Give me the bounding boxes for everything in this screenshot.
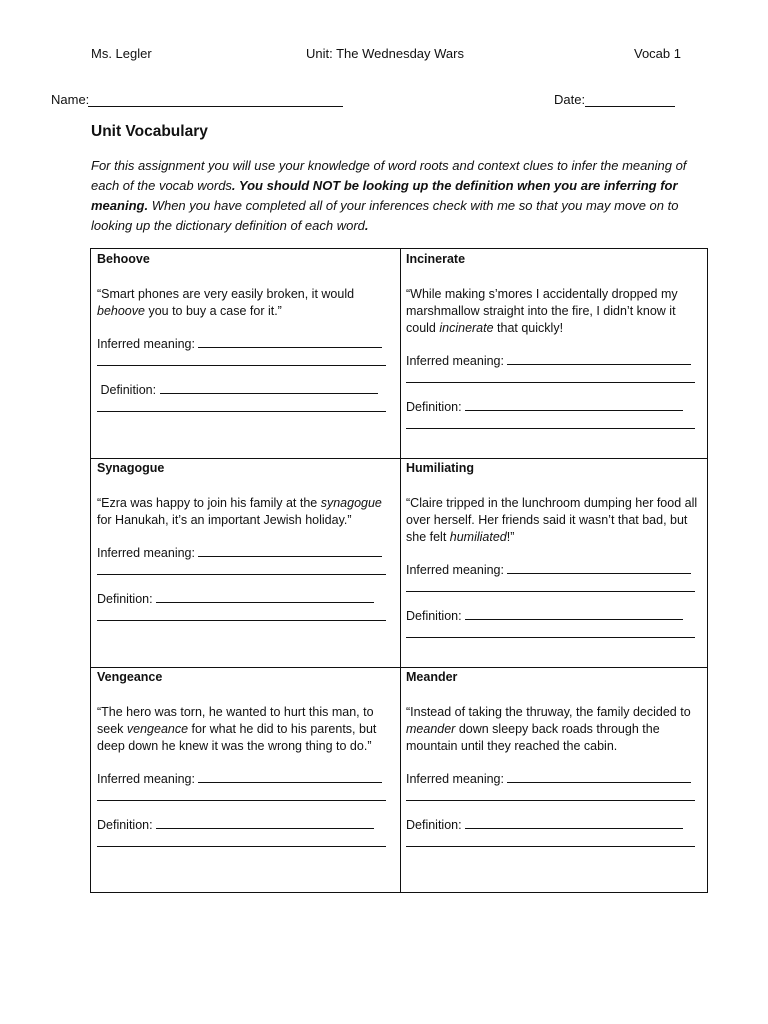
instructions-emphasis: . You should NOT be looking up the definition when you are inferring for meaning.: [91, 178, 678, 213]
definition-blank[interactable]: [97, 835, 386, 847]
date-blank[interactable]: [585, 106, 675, 107]
inferred-meaning-field[interactable]: [406, 353, 706, 371]
inferred-meaning-label: Inferred meaning:: [406, 563, 504, 577]
context-sentence: “Claire tripped in the lunchroom dumping her food all over herself. Her friends said it wasn’t that bad, but she felt humiliated!”: [406, 496, 698, 544]
table-column-divider: [400, 249, 401, 892]
inferred-meaning-field[interactable]: [406, 562, 706, 580]
table-row-divider: [91, 458, 707, 459]
vocab-word-in-context: meander: [406, 722, 456, 736]
definition-blank[interactable]: [97, 400, 386, 412]
vocab-word-in-context: humiliated: [449, 530, 507, 544]
definition-blank[interactable]: [406, 626, 695, 638]
inferred-meaning-field[interactable]: [406, 771, 706, 789]
vocab-word: Meander: [406, 670, 458, 684]
table-row-divider: [91, 667, 707, 668]
context-sentence: “Instead of taking the thruway, the family decided to meander down sleepy back roads through the mountain until they reached the cabin.: [406, 705, 691, 753]
definition-field[interactable]: [97, 382, 397, 400]
definition-blank[interactable]: [406, 417, 695, 429]
inferred-meaning-label: Inferred meaning:: [97, 337, 195, 351]
instructions-part3: When you have completed all of your inferences check with me so that you may move on to looking up the dictionary definition of each word: [91, 198, 679, 233]
context-sentence: “The hero was torn, he wanted to hurt this man, to seek vengeance for what he did to his parents, but deep down he knew it was the wrong thing to do.”: [97, 705, 377, 753]
vocab-word-in-context: vengeance: [126, 722, 189, 736]
definition-field[interactable]: [97, 591, 397, 609]
definition-field[interactable]: [406, 399, 706, 417]
teacher-name: Ms. Legler: [91, 46, 152, 61]
vocab-cell-meander: [406, 669, 706, 863]
definition-label: Definition:: [97, 818, 153, 832]
instructions-end: .: [364, 218, 369, 233]
context-sentence: “Smart phones are very easily broken, it would behoove you to buy a case for it.”: [97, 287, 355, 318]
inferred-meaning-field[interactable]: [97, 545, 397, 563]
inferred-meaning-field[interactable]: [97, 336, 397, 354]
vocab-number: Vocab 1: [634, 46, 681, 61]
vocab-word-in-context: synagogue: [320, 496, 382, 510]
inferred-meaning-blank[interactable]: [97, 789, 386, 801]
context-sentence: “While making s’mores I accidentally dropped my marshmallow straight into the fire, I didn’t know it could incinerate that quickly!: [406, 287, 678, 335]
definition-label: Definition:: [406, 818, 462, 832]
definition-label: Definition:: [406, 609, 462, 623]
inferred-meaning-blank[interactable]: [97, 354, 386, 366]
instructions: [91, 156, 691, 236]
vocab-word-in-context: incinerate: [439, 321, 494, 335]
context-sentence: “Ezra was happy to join his family at the synagogue for Hanukah, it’s an important Jewish holiday.”: [97, 496, 382, 527]
vocab-word-in-context: behoove: [97, 304, 145, 318]
vocab-cell-incinerate: [406, 251, 706, 445]
definition-label: Definition:: [100, 383, 157, 397]
inferred-meaning-blank[interactable]: [406, 580, 695, 592]
vocab-word: Humiliating: [406, 461, 475, 475]
vocab-table: [90, 248, 708, 893]
inferred-meaning-label: Inferred meaning:: [97, 772, 195, 786]
vocab-word: Incinerate: [406, 252, 466, 266]
unit-title: Unit: The Wednesday Wars: [306, 46, 464, 61]
definition-blank[interactable]: [97, 609, 386, 621]
inferred-meaning-label: Inferred meaning:: [406, 354, 504, 368]
vocab-cell-vengeance: [97, 669, 397, 863]
inferred-meaning-label: Inferred meaning:: [97, 546, 195, 560]
inferred-meaning-blank[interactable]: [97, 563, 386, 575]
definition-field[interactable]: [97, 817, 397, 835]
vocab-cell-behoove: [97, 251, 397, 428]
definition-blank[interactable]: [406, 835, 695, 847]
vocab-cell-synagogue: [97, 460, 397, 637]
vocab-word: Synagogue: [97, 461, 165, 475]
name-blank[interactable]: [88, 106, 343, 107]
name-label: Name:: [51, 92, 90, 107]
inferred-meaning-label: Inferred meaning:: [406, 772, 504, 786]
page-header: [0, 46, 768, 66]
inferred-meaning-blank[interactable]: [406, 789, 695, 801]
page-title: Unit Vocabulary: [91, 123, 208, 140]
definition-field[interactable]: [406, 608, 706, 626]
inferred-meaning-field[interactable]: [97, 771, 397, 789]
inferred-meaning-blank[interactable]: [406, 371, 695, 383]
instructions-part1: For this assignment you will use your knowledge of word roots and context clues to infer the meaning of each of the vocab words: [91, 158, 687, 193]
vocab-word: Behoove: [97, 252, 150, 266]
definition-label: Definition:: [97, 592, 153, 606]
vocab-cell-humiliating: [406, 460, 706, 654]
definition-label: Definition:: [406, 400, 462, 414]
definition-field[interactable]: [406, 817, 706, 835]
date-label: Date:: [554, 92, 586, 107]
vocab-word: Vengeance: [97, 670, 163, 684]
